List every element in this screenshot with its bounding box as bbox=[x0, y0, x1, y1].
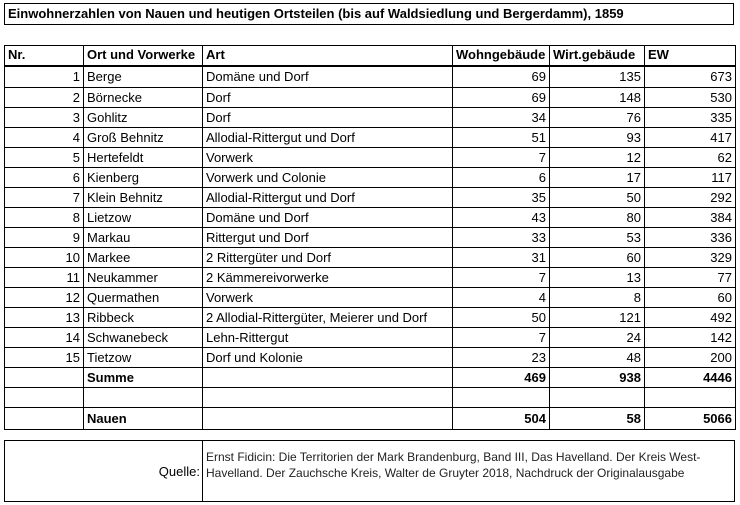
cell-ort: Markau bbox=[84, 228, 203, 248]
cell-wohngebaeude: 4 bbox=[453, 288, 550, 308]
cell-art: Vorwerk und Colonie bbox=[203, 168, 453, 188]
cell-nr: 13 bbox=[5, 308, 84, 328]
cell-art: Domäne und Dorf bbox=[203, 66, 453, 88]
cell-ew: 200 bbox=[645, 348, 736, 368]
table-row bbox=[5, 328, 736, 348]
sum-label: Summe bbox=[84, 368, 203, 388]
nauen-wohngebaeude: 504 bbox=[453, 408, 550, 430]
cell-wirtgebaeude: 17 bbox=[550, 168, 645, 188]
cell-wohngebaeude: 50 bbox=[453, 308, 550, 328]
source-label: Quelle: bbox=[5, 441, 203, 501]
cell-ew: 62 bbox=[645, 148, 736, 168]
nauen-row bbox=[5, 408, 736, 430]
cell-ew: 673 bbox=[645, 66, 736, 88]
cell-nr: 9 bbox=[5, 228, 84, 248]
cell-nr bbox=[5, 368, 84, 388]
nauen-wirtgebaeude: 58 bbox=[550, 408, 645, 430]
header-ort: Ort und Vorwerke bbox=[84, 46, 203, 66]
cell-wirtgebaeude: 53 bbox=[550, 228, 645, 248]
cell-nr: 14 bbox=[5, 328, 84, 348]
nauen-ew: 5066 bbox=[645, 408, 736, 430]
cell-nr: 2 bbox=[5, 88, 84, 108]
population-table bbox=[4, 45, 736, 430]
table-row bbox=[5, 128, 736, 148]
cell-ort: Neukammer bbox=[84, 268, 203, 288]
table-row bbox=[5, 108, 736, 128]
empty-cell bbox=[84, 388, 203, 408]
cell-ort: Berge bbox=[84, 66, 203, 88]
table-row bbox=[5, 288, 736, 308]
cell-ort: Tietzow bbox=[84, 348, 203, 368]
table-title: Einwohnerzahlen von Nauen und heutigen Ortsteilen (bis auf Waldsiedlung und Bergerdamm), 1859 bbox=[4, 3, 734, 25]
cell-ew: 335 bbox=[645, 108, 736, 128]
sum-row bbox=[5, 368, 736, 388]
cell-art: Domäne und Dorf bbox=[203, 208, 453, 228]
cell-wirtgebaeude: 48 bbox=[550, 348, 645, 368]
table-row bbox=[5, 228, 736, 248]
cell-wirtgebaeude: 80 bbox=[550, 208, 645, 228]
cell-wirtgebaeude: 24 bbox=[550, 328, 645, 348]
empty-cell bbox=[203, 388, 453, 408]
sum-wohngebaeude: 469 bbox=[453, 368, 550, 388]
cell-wohngebaeude: 35 bbox=[453, 188, 550, 208]
cell-art: 2 Allodial-Rittergüter, Meierer und Dorf bbox=[203, 308, 453, 328]
cell-wirtgebaeude: 13 bbox=[550, 268, 645, 288]
cell-art: Vorwerk bbox=[203, 288, 453, 308]
empty-row bbox=[5, 388, 736, 408]
cell-art: 2 Rittergüter und Dorf bbox=[203, 248, 453, 268]
cell-ort: Quermathen bbox=[84, 288, 203, 308]
header-row bbox=[5, 46, 736, 66]
cell-art: Rittergut und Dorf bbox=[203, 228, 453, 248]
header-art: Art bbox=[203, 46, 453, 66]
cell-nr: 11 bbox=[5, 268, 84, 288]
cell-nr: 3 bbox=[5, 108, 84, 128]
table-row bbox=[5, 88, 736, 108]
cell-ew: 117 bbox=[645, 168, 736, 188]
cell-ew: 384 bbox=[645, 208, 736, 228]
sum-wirtgebaeude: 938 bbox=[550, 368, 645, 388]
cell-art: Allodial-Rittergut und Dorf bbox=[203, 128, 453, 148]
cell-ort: Hertefeldt bbox=[84, 148, 203, 168]
cell-ew: 492 bbox=[645, 308, 736, 328]
empty-cell bbox=[5, 388, 84, 408]
cell-ew: 530 bbox=[645, 88, 736, 108]
cell-ort: Börnecke bbox=[84, 88, 203, 108]
cell-art: Dorf bbox=[203, 88, 453, 108]
cell-nr: 6 bbox=[5, 168, 84, 188]
cell-ort: Klein Behnitz bbox=[84, 188, 203, 208]
header-ew: EW bbox=[645, 46, 736, 66]
cell-wirtgebaeude: 50 bbox=[550, 188, 645, 208]
cell-ew: 60 bbox=[645, 288, 736, 308]
cell-ew: 142 bbox=[645, 328, 736, 348]
cell-wohngebaeude: 69 bbox=[453, 88, 550, 108]
table-row bbox=[5, 188, 736, 208]
cell-ew: 417 bbox=[645, 128, 736, 148]
cell-nr: 8 bbox=[5, 208, 84, 228]
cell-nr: 15 bbox=[5, 348, 84, 368]
table-row bbox=[5, 308, 736, 328]
cell-wohngebaeude: 7 bbox=[453, 328, 550, 348]
cell-ort: Schwanebeck bbox=[84, 328, 203, 348]
cell-nr: 4 bbox=[5, 128, 84, 148]
cell-art: Lehn-Rittergut bbox=[203, 328, 453, 348]
table-row bbox=[5, 268, 736, 288]
header-wirtgebaeude: Wirt.gebäude bbox=[550, 46, 645, 66]
cell-ort: Ribbeck bbox=[84, 308, 203, 328]
cell-nr: 7 bbox=[5, 188, 84, 208]
cell-art bbox=[203, 368, 453, 388]
cell-wohngebaeude: 23 bbox=[453, 348, 550, 368]
cell-wirtgebaeude: 76 bbox=[550, 108, 645, 128]
table-row bbox=[5, 148, 736, 168]
cell-wohngebaeude: 31 bbox=[453, 248, 550, 268]
cell-wirtgebaeude: 93 bbox=[550, 128, 645, 148]
cell-art: Allodial-Rittergut und Dorf bbox=[203, 188, 453, 208]
table-row bbox=[5, 348, 736, 368]
table-row bbox=[5, 168, 736, 188]
cell-ew: 77 bbox=[645, 268, 736, 288]
cell-ew: 292 bbox=[645, 188, 736, 208]
cell-art: Vorwerk bbox=[203, 148, 453, 168]
cell-wirtgebaeude: 148 bbox=[550, 88, 645, 108]
cell-wirtgebaeude: 121 bbox=[550, 308, 645, 328]
cell-wohngebaeude: 34 bbox=[453, 108, 550, 128]
cell-ort: Gohlitz bbox=[84, 108, 203, 128]
cell-wohngebaeude: 69 bbox=[453, 66, 550, 88]
table-row bbox=[5, 66, 736, 88]
table-row bbox=[5, 248, 736, 268]
cell-wirtgebaeude: 135 bbox=[550, 66, 645, 88]
header-wohngebaeude: Wohngebäude bbox=[453, 46, 550, 66]
cell-ort: Groß Behnitz bbox=[84, 128, 203, 148]
cell-nr: 12 bbox=[5, 288, 84, 308]
cell-nr: 5 bbox=[5, 148, 84, 168]
sum-ew: 4446 bbox=[645, 368, 736, 388]
cell-wirtgebaeude: 12 bbox=[550, 148, 645, 168]
cell-nr bbox=[5, 408, 84, 430]
cell-wohngebaeude: 51 bbox=[453, 128, 550, 148]
cell-ort: Lietzow bbox=[84, 208, 203, 228]
empty-cell bbox=[550, 388, 645, 408]
cell-wohngebaeude: 33 bbox=[453, 228, 550, 248]
cell-wohngebaeude: 6 bbox=[453, 168, 550, 188]
cell-art: Dorf bbox=[203, 108, 453, 128]
cell-art: 2 Kämmereivorwerke bbox=[203, 268, 453, 288]
cell-ew: 336 bbox=[645, 228, 736, 248]
cell-wirtgebaeude: 8 bbox=[550, 288, 645, 308]
cell-art: Dorf und Kolonie bbox=[203, 348, 453, 368]
cell-ort: Kienberg bbox=[84, 168, 203, 188]
empty-cell bbox=[453, 388, 550, 408]
cell-wohngebaeude: 7 bbox=[453, 148, 550, 168]
cell-nr: 1 bbox=[5, 66, 84, 88]
cell-ort: Markee bbox=[84, 248, 203, 268]
cell-wohngebaeude: 43 bbox=[453, 208, 550, 228]
source-box bbox=[4, 440, 735, 502]
source-text: Ernst Fidicin: Die Territorien der Mark Brandenburg, Band III, Das Havelland. Der Kreis West-Havelland. Der Zauchsche Kreis, Walter de Gruyter 2018, Nachdruck der Originalausgabe bbox=[206, 450, 701, 480]
cell-art bbox=[203, 408, 453, 430]
nauen-label: Nauen bbox=[84, 408, 203, 430]
table-row bbox=[5, 208, 736, 228]
cell-ew: 329 bbox=[645, 248, 736, 268]
header-nr: Nr. bbox=[5, 46, 84, 66]
cell-wirtgebaeude: 60 bbox=[550, 248, 645, 268]
empty-cell bbox=[645, 388, 736, 408]
cell-nr: 10 bbox=[5, 248, 84, 268]
cell-wohngebaeude: 7 bbox=[453, 268, 550, 288]
